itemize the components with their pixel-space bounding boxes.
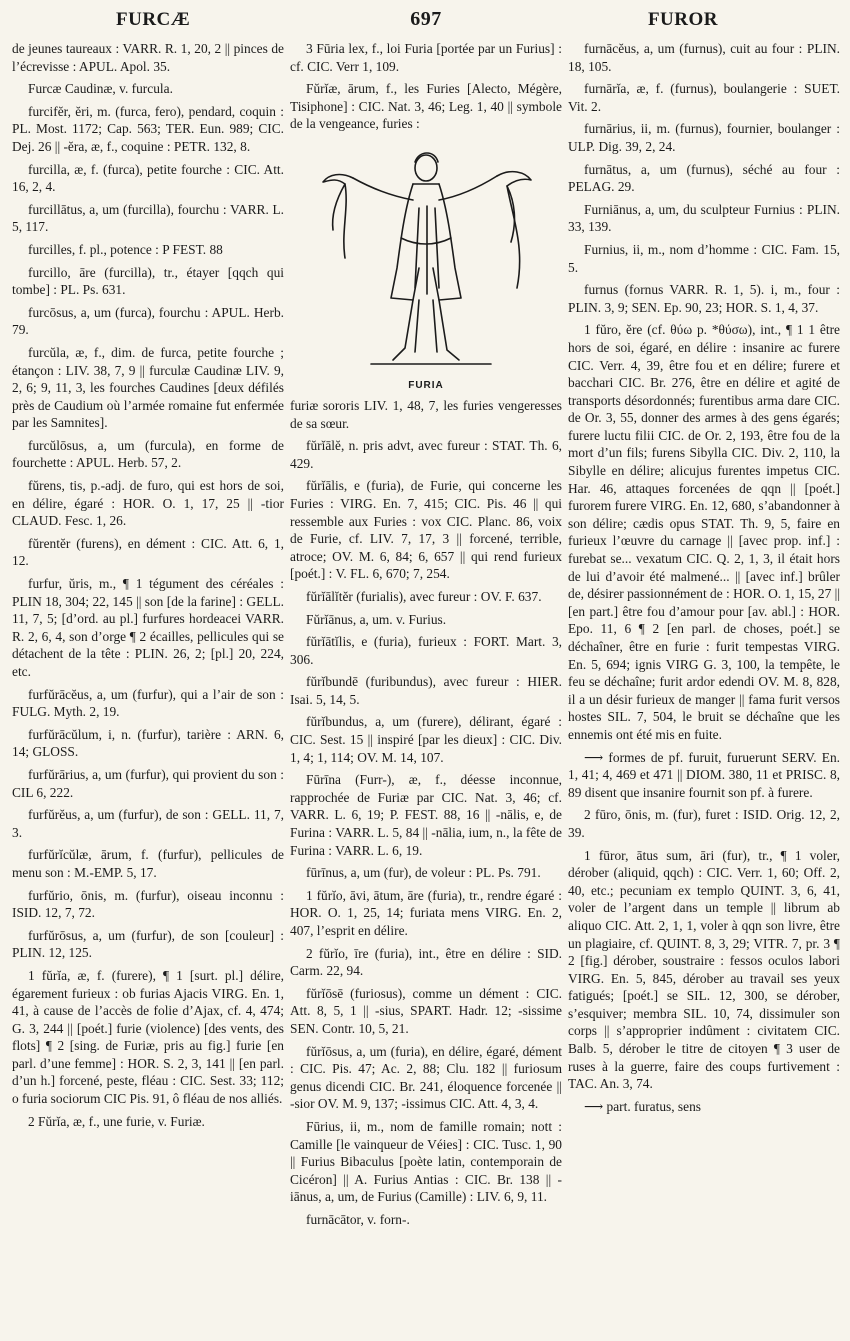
dictionary-entry: furfŭrio, ōnis, m. (furfur), oiseau inconnu : ISID. 12, 7, 72.	[12, 887, 284, 921]
dictionary-entry: furiæ sororis LIV. 1, 48, 7, les furies vengeresses de sa sœur.	[290, 397, 562, 431]
dictionary-entry: ⟶ part. furatus, sens	[584, 1098, 701, 1114]
columns	[12, 40, 840, 1330]
dictionary-entry: 2 fūro, ōnis, m. (fur), furet : ISID. Orig. 12, 2, 39.	[568, 807, 840, 840]
page-number: 697	[410, 8, 442, 30]
dictionary-entry: fŭrĭālĕ, n. pris advt, avec fureur : STAT. Th. 6, 429.	[290, 438, 562, 471]
dictionary-entry: 1 fŭrĭa, æ, f. (furere), ¶ 1 [surt. pl.] délire, égarement furieux : ob furias Ajacis VIRG. En. 1, 41, à cause de l’accès de folie d’Ajax, cf. 4, 474; G. 3, 244 || [poét.] furie (violence) [des vents, des flots] ¶ 2 [sing. de Furiæ, pris au fig.] furie [en parl. d’une femme] : HOR. S. 2, 3, 141 || [en parl. d’un h.] forcené, peste, fléau : CIC. Sest. 33; 112; o furia sociorum CIC Pis. 91, ô fléau de nos alliés.	[12, 967, 284, 1107]
dictionary-entry: furfŭrārius, a, um (furfur), qui provient du son : CIL 6, 222.	[12, 766, 284, 800]
dictionary-entry: furnus (fornus VARR. R. 1, 5). i, m., four : PLIN. 3, 9; SEN. Ep. 90, 23; HOR. S. 1, 4, 37.	[568, 282, 840, 315]
running-header	[12, 8, 840, 34]
dictionary-entry: furfŭrācŭlum, i, n. (furfur), tarière : ARN. 6, 14; GLOSS.	[12, 726, 284, 760]
dictionary-entry: 2 fŭrĭo, īre (furia), int., être en délire : SID. Carm. 22, 94.	[290, 945, 562, 979]
dictionary-entry: furcŭla, æ, f., dim. de furca, petite fourche ; étançon : LIV. 38, 7, 9 || furculæ Caudinæ LIV. 9, 2, 6; 9, 11, 3, les fourches Caudines [deux défilés près de Caudium où l’armée romaine fut enfermée par les Samnites].	[12, 344, 284, 431]
furia-illustration	[290, 138, 562, 391]
dictionary-entry: furfŭrĕus, a, um (furfur), de son : GELL. 11, 7, 3.	[12, 807, 284, 840]
dictionary-entry: furnācātor, v. forn-.	[306, 1211, 410, 1227]
figure-caption: FURIA	[408, 379, 444, 391]
column-1	[12, 40, 284, 1330]
dictionary-entry: furfŭrōsus, a, um (furfur), de son [couleur] : PLIN. 12, 125.	[12, 927, 284, 961]
dictionary-entry: de jeunes taureaux : VARR. R. 1, 20, 2 || pinces de l’écrevisse : APUL. Apol. 35.	[12, 41, 284, 74]
dictionary-entry: fŭrĭālis, e (furia), de Furie, qui concerne les Furies : VIRG. En. 7, 415; CIC. Pis. 46 || qui ressemble aux Furies : vox CIC. Planc. 86, voix de Furie, cf. LIV. 7, 17, 3 || forcené, terrible, atroce; OV. M. 6, 84; 6, 657 || qui rend furieux [poét.] : V. FL. 6, 670; 7, 254.	[290, 478, 562, 582]
dictionary-entry: furcifĕr, ĕri, m. (furca, fero), pendard, coquin : PL. Most. 1172; Cap. 563; TER. Eun. 989; CIC. Dej. 26 || -ĕra, æ, f., coquine : PETR. 132, 8.	[12, 103, 284, 154]
dictionary-entry: furcōsus, a, um (furca), fourchu : APUL. Herb. 79.	[12, 304, 284, 338]
dictionary-entry: furfŭrĭcŭlæ, ārum, f. (furfur), pellicules de menu son : M.-EMP. 5, 17.	[12, 847, 284, 880]
dictionary-entry: fŭrens, tis, p.-adj. de furo, qui est hors de soi, en délire, égaré : HOR. O. 1, 17, 25 || -tior CLAUD. Fesc. 1, 26.	[12, 478, 284, 529]
dictionary-entry: Fūrīna (Furr-), æ, f., déesse inconnue, rapprochée de Furiæ par CIC. Nat. 3, 46; cf. VARR. L. 6, 19; P. FEST. 88, 16 || -nālis, e, de Furina : VARR. L. 5, 84 || -nālia, ium, n., la fête de Furina : VARR. L. 6, 19.	[290, 772, 562, 858]
dictionary-entry: 2 Fŭrĭa, æ, f., une furie, v. Furiæ.	[28, 1113, 205, 1129]
dictionary-entry: furfur, ŭris, m., ¶ 1 tégument des céréales : PLIN 18, 304; 22, 145 || son [de la farine] : GELL. 11, 7, 5; [d’ord. au pl.] furfures hordeacei VARR. R. 2, 6, 4, son d’orge ¶ 2 écailles, pellicules qui se détachent de la tête : PLIN. 26, 2; [pl.] 20, 224, etc.	[12, 576, 284, 679]
dictionary-entry: furcilles, f. pl., potence : P FEST. 88	[28, 241, 223, 257]
dictionary-entry: 1 fŭrĭo, āvi, ātum, āre (furia), tr., rendre égaré : HOR. O. 1, 25, 14; furiata mens VIRG. En. 2, 407, l’esprit en délire.	[290, 887, 562, 938]
dictionary-entry: furcilla, æ, f. (furca), petite fourche : CIC. Att. 16, 2, 4.	[12, 161, 284, 195]
header-left-word: FURCÆ	[116, 9, 191, 30]
header-right-word: FUROR	[647, 9, 718, 30]
dictionary-entry: furnārius, ii, m. (furnus), fournier, boulanger : ULP. Dig. 39, 2, 24.	[568, 121, 840, 154]
dictionary-entry: fŭrĭōsus, a, um (furia), en délire, égaré, dément : CIC. Pis. 47; Ac. 2, 88; Clu. 182 || furiosum genus dicendi CIC. Br. 241, éloquence forcenée || -sior OV. M. 9, 137; -issimus CIC. Att. 4, 3, 4.	[290, 1043, 562, 1112]
dictionary-entry: furcillo, āre (furcilla), tr., étayer [qqch qui tombe] : PL. Ps. 631.	[12, 264, 284, 298]
dictionary-entry: furcŭlōsus, a, um (furcula), en forme de fourchette : APUL. Herb. 57, 2.	[12, 437, 284, 471]
dictionary-entry: fŭrĭātĭlis, e (furia), furieux : FORT. Mart. 3, 306.	[290, 634, 562, 667]
dictionary-entry: Furniānus, a, um, du sculpteur Furnius : PLIN. 33, 139.	[568, 201, 840, 235]
dictionary-entry: Fŭrĭānus, a, um. v. Furius.	[306, 611, 447, 627]
dictionary-entry: furnātus, a, um (furnus), séché au four : PELAG. 29.	[568, 161, 840, 195]
dictionary-entry: furfŭrācĕus, a, um (furfur), qui a l’air de son : FULG. Myth. 2, 19.	[12, 686, 284, 720]
dictionary-entry: Fūrius, ii, m., nom de famille romain; nott : Camille [le vainqueur de Véies] : CIC. Tusc. 1, 90 || Furius Bibaculus [poète latin, contemporain de Cicéron] || A. Furius Antias : CIC. Br. 138 || -iānus, a, um, de Furius (Camille) : LIV. 6, 9, 11.	[290, 1118, 562, 1205]
column-2	[290, 40, 562, 1330]
column-3	[568, 40, 840, 1330]
dictionary-entry: fŭrĭbundē (furibundus), avec fureur : HIER. Isai. 5, 14, 5.	[290, 674, 562, 707]
dictionary-entry: furnācĕus, a, um (furnus), cuit au four : PLIN. 18, 105.	[568, 41, 840, 74]
dictionary-entry: ⟶ formes de pf. furuit, furuerunt SERV. En. 1, 41; 4, 469 et 471 || DIOM. 380, 11 et PRISC. 8, 89 disent que insanire fournit son pf. à furere.	[568, 749, 840, 800]
dictionary-entry: Furcæ Caudinæ, v. furcula.	[28, 81, 173, 97]
dictionary-entry: 3 Fūria lex, f., loi Furia [portée par un Furius] : cf. CIC. Verr 1, 109.	[290, 41, 562, 74]
dictionary-entry: fŭrentĕr (furens), en dément : CIC. Att. 6, 1, 12.	[12, 535, 284, 569]
dictionary-entry: fŭrĭbundus, a, um (furere), délirant, égaré : CIC. Sest. 15 || inspiré [par les dieux] : CIC. Div. 1, 4; 1, 114; OV. M. 14, 107.	[290, 714, 562, 765]
dictionary-entry: 1 fŭro, ĕre (cf. θύω p. *θύσω), int., ¶ 1 1 être hors de soi, égaré, en délire : insanire ac furere CIC. Verr. 4, 39, être fou et en délire; furere et bacchari CIC. Br. 276, être en délire et agité de transports désordonnés; furentibus arma dare CIC. de Or. 3, 55, donner des armes à des gens égarés; furere luctu filii CIC. de Or. 2, 193, être fou de la mort d’un fils; furens Sibylla CIC. Div. 2, 110, la Sibylle en délire; alicujus furentes impetus CIC. Har. 46, attaques forcenées de qqn || [poét.] furorem furere VIRG. En. 12, 680, s’abandonner à son délire; cædis opus STAT. Th. 9, 5, faire en furieux l’œuvre du carnage || [avec prop. inf.] : furebat se... vexatum CIC. Q. 2, 1, 3, il était hors de lui d’avoir été malmené... || [avec inf.] brûler de, désirer passionnément de : HOR. O. 1, 15, 27 || [en part.] être fou d’amour pour [av. abl.] : HOR. Epo. 11, 6 ¶ 2 [en parl. de choses, poét.] se déchaîner, être en furie : furit tempestas VIRG. En. 5, 694; ignis VIRG G. 3, 100, la tempête, le feu se déchaîne; furit ardor edendi OV. M. 8, 828, il a un désir furieux de manger || fama furit versos hostes SIL. 7, 504, le bruit se déchaîne que les ennemis ont été mis en fuite.	[568, 322, 840, 742]
dictionary-entry: furnārĭa, æ, f. (furnus), boulangerie : SUET. Vit. 2.	[568, 81, 840, 114]
dictionary-entry: fŭrĭālĭtĕr (furialis), avec fureur : OV. F. 637.	[306, 588, 542, 604]
dictionary-entry: fūrīnus, a, um (fur), de voleur : PL. Ps. 791.	[306, 865, 541, 881]
dictionary-entry: Fŭrĭæ, ārum, f., les Furies [Alecto, Mégère, Tisiphone] : CIC. Nat. 3, 46; Leg. 1, 40 || symbole de la vengeance, furies :	[290, 81, 562, 132]
dictionary-entry: furcillātus, a, um (furcilla), fourchu : VARR. L. 5, 117.	[12, 201, 284, 235]
furia-figure-icon	[301, 138, 551, 378]
dictionary-entry: Furnius, ii, m., nom d’homme : CIC. Fam. 15, 5.	[568, 241, 840, 275]
dictionary-entry: fŭrĭōsē (furiosus), comme un dément : CIC. Att. 8, 5, 1 || -sius, SPART. Hadr. 12; -sissime SEN. Contr. 10, 5, 21.	[290, 985, 562, 1036]
dictionary-entry: 1 fūror, ātus sum, āri (fur), tr., ¶ 1 voler, dérober (aliquid, qqch) : CIC. Verr. 1, 60; Off. 2, 40, etc.; pecuniam ex templo QUINT. 3, 6, 41, voler de l’argent dans un temple || librum ab aliquo CIC. Att. 2, 1, 1, voler à qqn son livre, être un plagiaire, cf. QUINT. 8, 3, 29; VITR. 7, pr. 3 ¶ 2 [fig.] dérober, soustraire : fessos oculos labori VIRG. En. 5, 845, dérober au travail ses yeux fatigués; [poét.] se SIL. 12, 300, se dérober, s’esquiver; membra SIL. 10, 74, dissimuler son corps || s’approprier indûment : civitatem CIC. Balb. 5, dérober le titre de citoyen ¶ 3 user de ruses à la guerre, faire des coups furtivement : TAC. An. 3, 74.	[568, 847, 840, 1092]
